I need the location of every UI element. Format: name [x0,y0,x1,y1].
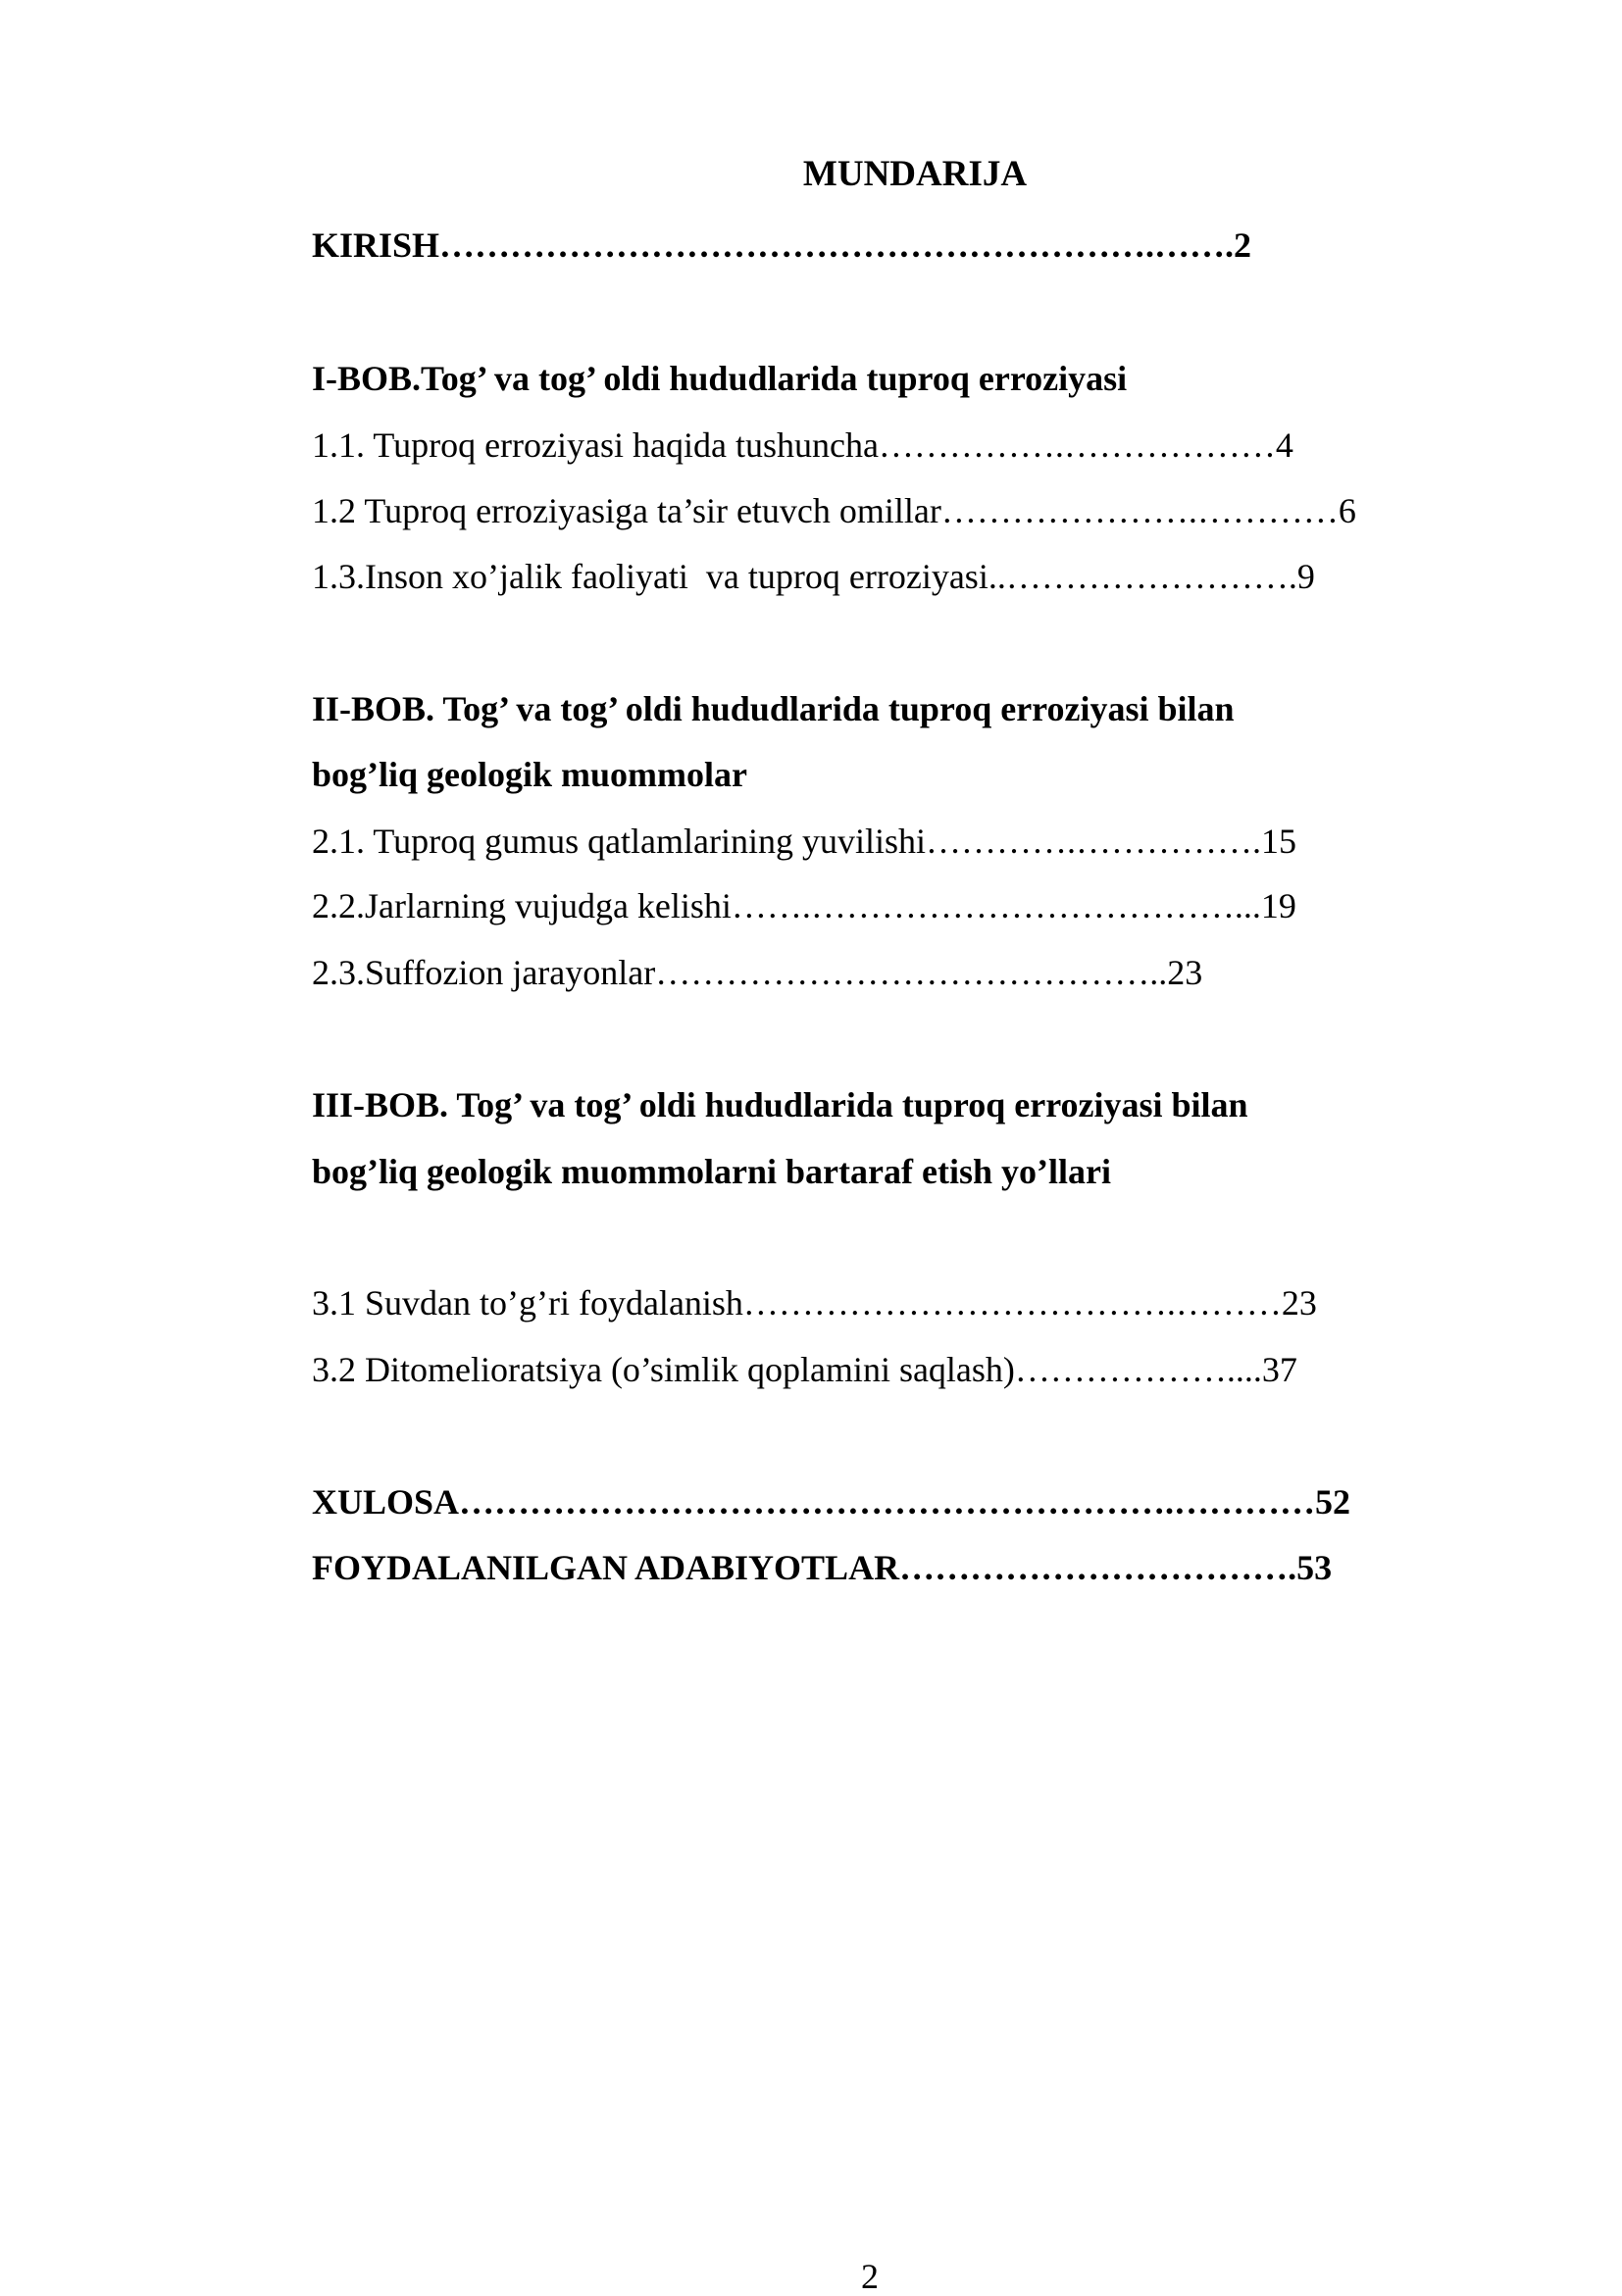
toc-intro: KIRISH…………………………………………………….…….2 [312,225,1252,265]
toc-item-1-2: 1.2 Tuproq erroziyasiga ta’sir etuvch omillar………………….…………6 [312,491,1356,530]
chapter1-heading: I-BOB.Tog’ va tog’ oldi hududlarida tuproq erroziyasi [312,359,1128,398]
toc-item-3-1: 3.1 Suvdan to’g’ri foydalanish……………………………….………23 [312,1283,1317,1323]
chapter3-heading-line2: bog’liq geologik muommolarni bartaraf etish yo’llari [312,1152,1111,1191]
page-number: 2 [861,2257,879,2296]
toc-item-1-1: 1.1. Tuproq erroziyasi haqida tushuncha…………….………………4 [312,425,1293,465]
chapter2-heading-line1: II-BOB. Tog’ va tog’ oldi hududlarida tuproq erroziyasi bilan [312,689,1235,728]
toc-item-1-3: 1.3.Inson xo’jalik faoliyati va tuproq erroziyasi..…………………….9 [312,557,1315,596]
toc-item-2-1: 2.1. Tuproq gumus qatlamlarining yuvilishi………….…………….15 [312,822,1297,861]
toc-title: MUNDARIJA [802,154,1028,194]
chapter2-heading-line2: bog’liq geologik muommolar [312,755,748,794]
toc-item-3-2: 3.2 Ditomelioratsiya (o’simlik qoplamini saqlash)………………....37 [312,1350,1297,1389]
chapter3-heading-line1: III-BOB. Tog’ va tog’ oldi hududlarida tuproq erroziyasi bilan [312,1085,1248,1124]
toc-item-2-3: 2.3.Suffozion jarayonlar……………………………………..23 [312,953,1203,992]
toc-conclusion: XULOSA…………………………………………………….…………52 [312,1482,1351,1522]
toc-item-2-2: 2.2.Jarlarning vujudga kelishi…….………………………………...19 [312,886,1296,925]
toc-references: FOYDALANILGAN ADABIYOTLAR…………………………….53 [312,1548,1333,1587]
